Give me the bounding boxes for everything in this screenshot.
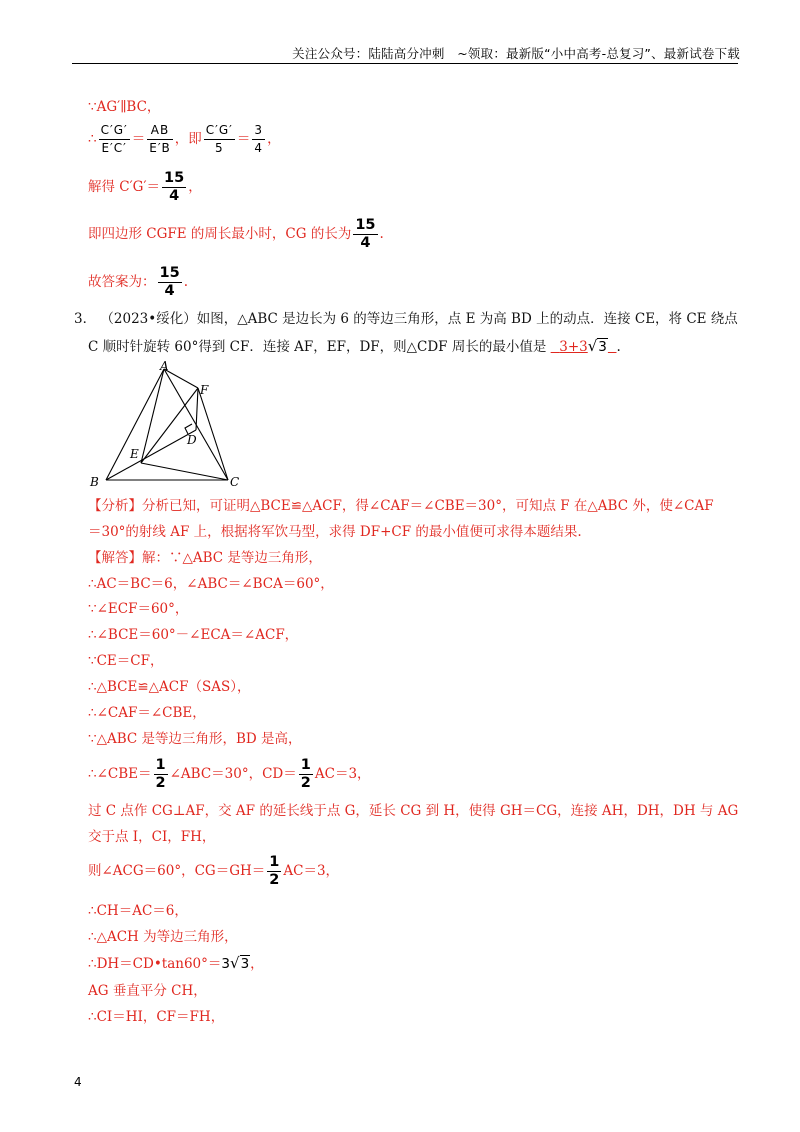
solution-line-8: ∵△ABC 是等边三角形，BD 是高， <box>88 731 302 747</box>
segment-ec <box>141 463 228 480</box>
solution-line-11: 交于点 I，CI，FH， <box>88 829 216 845</box>
prev-line-4: 即四边形 CGFE 的周长最小时，CG 的长为 $\frac{15}{4}$ . <box>88 217 384 251</box>
problem-text: （2023•绥化）如图，△ABC 是边长为 6 的等边三角形，点 E 为高 BD 上的动点．连接 CE，将 CE 绕点 <box>100 311 738 327</box>
header-rule <box>72 63 738 64</box>
label-f: F <box>200 383 209 397</box>
prev-line-2: ∴ $\frac{C'G'}{E'C'}$ ＝ $\frac{AB}{E'B}$ ，即 $\frac{C'G'}{5}$ ＝ $\frac{3}{4}$ ， <box>88 123 281 155</box>
geometry-figure <box>84 360 254 490</box>
solution-line-13: ∴CH＝AC＝6， <box>88 903 188 919</box>
fraction: $\frac{15}{4}$ <box>164 170 185 204</box>
fraction: $\frac{1}{2}$ <box>269 854 280 888</box>
solution-line-15: ∴DH＝CD•tan60°＝3√3， <box>88 954 264 972</box>
fraction: $\frac{3}{4}$ <box>254 123 264 155</box>
prev-line-1: ∵AG′∥BC， <box>88 99 161 115</box>
solution-line-6: ∴△BCE≌△ACF（SAS）， <box>88 679 251 695</box>
solution-line-16: AG 垂直平分 CH， <box>88 983 207 999</box>
label-a: A <box>160 360 169 373</box>
solution-line-17: ∴CI＝HI，CF＝FH， <box>88 1009 225 1025</box>
analysis-line-2: ＝30°的射线 AF 上，根据将军饮马型，求得 DF+CF 的最小值便可求得本题结果. <box>88 524 582 540</box>
solution-line-2: ∴AC＝BC＝6，∠ABC＝∠BCA＝60°， <box>88 576 334 592</box>
page-number: 4 <box>74 1075 82 1089</box>
problem-number: 3． <box>74 311 97 327</box>
solution-line-14: ∴△ACH 为等边三角形， <box>88 929 238 945</box>
segment-fc <box>198 388 228 480</box>
label-c: C <box>230 475 240 489</box>
solution-line-10: 过 C 点作 CG⊥AF，交 AF 的延长线于点 G，延长 CG 到 H，使得 GH＝CG，连接 AH，DH，DH 与 AG <box>88 803 739 819</box>
label-d: D <box>187 433 197 447</box>
fraction: $\frac{C'G'}{E'C'}$ <box>100 123 128 155</box>
sqrt-symbol: √3 <box>587 337 607 355</box>
fraction: $\frac{15}{4}$ <box>159 265 180 299</box>
solution-line-7: ∴∠CAF＝∠CBE， <box>88 705 206 721</box>
problem-line-2: C 顺时针旋转 60°得到 CF．连接 AF，EF，DF，则△CDF 周长的最小值是 3+3√3 . <box>88 337 621 355</box>
fraction: $\frac{15}{4}$ <box>355 217 376 251</box>
solution-line-5: ∵CE＝CF， <box>88 653 164 669</box>
fraction: $\frac{AB}{E'B}$ <box>149 123 171 155</box>
solution-line-1: 【解答】解：∵△ABC 是等边三角形， <box>88 550 322 566</box>
fraction: $\frac{1}{2}$ <box>155 757 166 791</box>
solution-line-9: ∴∠CBE＝ $\frac{1}{2}$ ∠ABC＝30°，CD＝ $\frac{1}{2}$ AC＝3， <box>88 757 371 791</box>
label-b: B <box>90 475 99 489</box>
solution-line-12: 则∠ACG＝60°，CG＝GH＝ $\frac{1}{2}$ AC＝3， <box>88 854 340 888</box>
prev-line-3: 解得 C′G′＝ $\frac{15}{4}$ ， <box>88 170 202 204</box>
segment-fd <box>196 388 198 430</box>
sqrt-expression: 3√3 <box>221 954 250 972</box>
solution-line-4: ∴∠BCE＝60°－∠ECA＝∠ACF， <box>88 627 299 643</box>
segment-ae <box>141 369 164 463</box>
fraction: $\frac{1}{2}$ <box>300 757 311 791</box>
label-e: E <box>130 447 139 461</box>
fraction: $\frac{C'G'}{5}$ <box>205 123 233 155</box>
page-header: 关注公众号：陆陆高分冲刺 ~领取：最新版“小中高考-总复习”、最新试卷下载 <box>292 46 740 61</box>
problem-line-1 <box>74 311 738 327</box>
analysis-line-1: 【分析】分析已知，可证明△BCE≌△ACF，得∠CAF＝∠CBE＝30°，可知点 F 在△ABC 外，使∠CAF <box>88 498 714 514</box>
solution-line-3: ∵∠ECF＝60°， <box>88 601 189 617</box>
prev-line-5: 故答案为： $\frac{15}{4}$ . <box>88 265 188 299</box>
answer-blank: 3+3√3 <box>559 337 607 355</box>
